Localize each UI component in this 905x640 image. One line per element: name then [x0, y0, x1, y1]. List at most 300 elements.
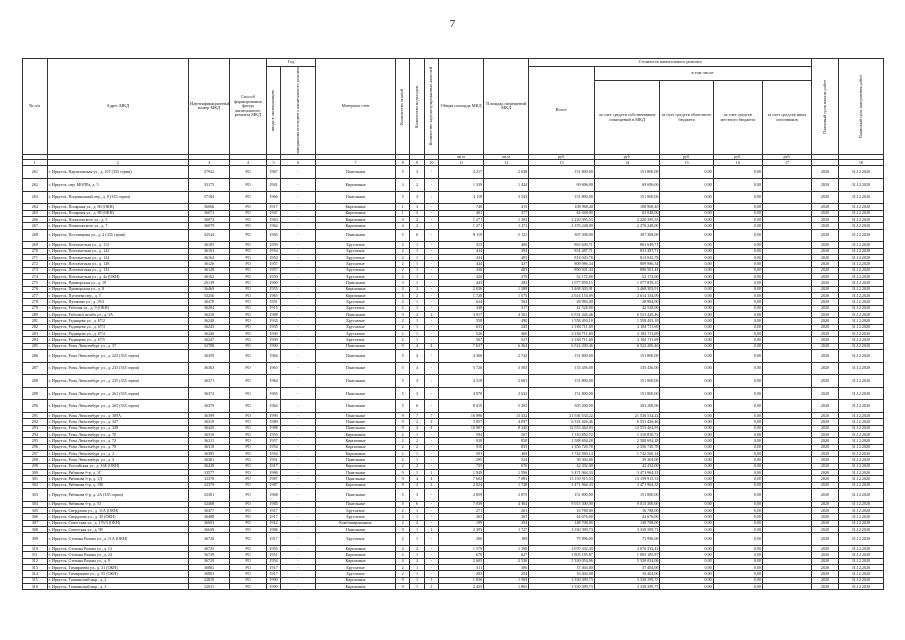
row-year-commission: 1951 — [266, 552, 280, 558]
row-cost-other — [762, 387, 811, 400]
row-address: г. Иркутск, Почтамтская ул., д. 124 — [47, 254, 188, 260]
row-start-year: 2020 — [812, 508, 839, 514]
row-address: г. Иркутск, Топкинский мкр., д. 3 — [47, 584, 188, 590]
row-total-area: 2 036 — [439, 286, 484, 292]
row-address: г. Иркутск, Радищева ул., д. 67/2 — [47, 318, 188, 324]
row-cost-regional: 0,00 — [660, 451, 713, 457]
row-premises-area: 1 271 — [484, 223, 529, 229]
row-premises-area: 437 — [484, 261, 529, 267]
column-number: 1 — [23, 160, 48, 166]
row-start-year: 2020 — [812, 463, 839, 469]
row-end-date: 31.12.2020 — [838, 387, 883, 400]
row-id: 36381 — [189, 457, 230, 463]
row-year-commission: 1935 — [266, 324, 280, 330]
row-residents: - — [424, 400, 438, 413]
row-fund-method: РО — [230, 451, 267, 457]
row-cost-local: 0,00 — [713, 425, 762, 431]
row-cost-owners: 75 996,00 — [594, 533, 660, 546]
row-fund-method: РО — [230, 305, 267, 311]
row-cost-local: 0,00 — [713, 204, 762, 210]
row-year-commission: 1935 — [266, 318, 280, 324]
row-cost-regional: 0,00 — [660, 286, 713, 292]
row-floors: 2 — [396, 254, 410, 260]
row-start-year: 2020 — [812, 254, 839, 260]
row-number: 303 — [23, 489, 48, 502]
row-entrances: 3 — [410, 166, 424, 179]
row-id: 36210 — [189, 311, 230, 317]
row-address: г. Иркутск, Рябикова б-р, д. 1Г — [47, 470, 188, 476]
row-fund-method: РО — [230, 387, 267, 400]
row-start-year: 2020 — [812, 501, 839, 507]
row-year-repair: - — [281, 476, 316, 482]
row-number: 315 — [23, 577, 48, 583]
row-premises-area: 13 432 — [484, 413, 529, 419]
row-start-year: 2020 — [812, 432, 839, 438]
row-cost-local: 0,00 — [713, 362, 762, 375]
row-wall-material: Брусчатые — [316, 571, 396, 577]
row-start-year: 2020 — [812, 482, 839, 488]
column-number: 3 — [189, 160, 230, 166]
row-year-repair: - — [281, 299, 316, 305]
row-cost-total: 151 800,00 — [529, 350, 595, 363]
row-residents: - — [424, 305, 438, 311]
row-residents: - — [424, 223, 438, 229]
row-premises-area: 469 — [484, 451, 529, 457]
row-entrances: 1 — [410, 451, 424, 457]
row-cost-owners: 16 404,00 — [594, 571, 660, 577]
row-total-area: 4 217 — [439, 166, 484, 179]
row-cost-owners: 6 531 426,46 — [594, 419, 660, 425]
row-cost-total: 16 788,00 — [529, 508, 595, 514]
row-end-date: 31.12.2020 — [838, 552, 883, 558]
row-start-year: 2020 — [812, 324, 839, 330]
row-floors: 2 — [396, 533, 410, 546]
row-wall-material: Панельные — [316, 413, 396, 419]
row-residents: - — [424, 350, 438, 363]
row-residents: - — [424, 280, 438, 286]
header-start-year: Плановый срок начала работ — [821, 79, 827, 134]
row-address: г. Иркутск, Тимирязева ул., д. 31 (ОКН) — [47, 565, 188, 571]
row-entrances: 2 — [410, 520, 424, 526]
row-premises-area: 2 742 — [484, 350, 529, 363]
header-cost-total: Всего: — [529, 67, 595, 155]
row-id: 32810 — [189, 577, 230, 583]
unit-rub: руб. — [594, 154, 660, 160]
row-wall-material: Брусчатые — [316, 331, 396, 337]
row-id: 36318 — [189, 444, 230, 450]
row-cost-regional: 0,00 — [660, 179, 713, 192]
row-start-year: 2020 — [812, 546, 839, 552]
row-end-date: 31.12.2020 — [838, 337, 883, 343]
row-number: 273 — [23, 267, 48, 273]
row-floors: 5 — [396, 400, 410, 413]
row-premises-area: 2 336 — [484, 558, 529, 564]
row-residents: - — [424, 463, 438, 469]
row-fund-method: РО — [230, 280, 267, 286]
row-floors: 9 — [396, 527, 410, 533]
row-cost-total: 75 996,00 — [529, 533, 595, 546]
row-end-date: 31.12.2020 — [838, 425, 883, 431]
row-start-year: 2020 — [812, 520, 839, 526]
row-year-commission: 1989 — [266, 419, 280, 425]
row-year-commission: 1917 — [266, 463, 280, 469]
row-number: 280 — [23, 311, 48, 317]
row-cost-owners: 3 471 964,33 — [594, 482, 660, 488]
row-fund-method: РО — [230, 299, 267, 305]
row-start-year: 2020 — [812, 248, 839, 254]
row-id: 36638 — [189, 527, 230, 533]
row-fund-method: РО — [230, 331, 267, 337]
row-address: г. Иркутск, Розы Люксембург ул., д. 265 (335 серии) — [47, 400, 188, 413]
header-floors: Количество этажей — [399, 88, 405, 125]
row-total-area: 928 — [439, 438, 484, 444]
row-start-year: 2020 — [812, 292, 839, 298]
table-row — [23, 166, 884, 179]
row-floors: 5 — [396, 166, 410, 179]
row-year-commission: 1954 — [266, 254, 280, 260]
row-floors: 2 — [396, 305, 410, 311]
row-id: 36246 — [189, 331, 230, 337]
row-premises-area: 3 543 — [484, 191, 529, 204]
row-id: 36469 — [189, 286, 230, 292]
row-number: 308 — [23, 527, 48, 533]
row-total-area: 415 — [439, 242, 484, 248]
row-fund-method: РО — [230, 470, 267, 476]
row-end-date: 31.12.2020 — [838, 179, 883, 192]
row-cost-total: 151 800,00 — [529, 191, 595, 204]
row-cost-local: 0,00 — [713, 273, 762, 279]
row-entrances: 1 — [410, 552, 424, 558]
row-start-year: 2020 — [812, 558, 839, 564]
row-cost-local: 0,00 — [713, 577, 762, 583]
row-start-year: 2020 — [812, 400, 839, 413]
row-entrances: 3 — [410, 375, 424, 388]
row-wall-material: Брусчатые — [316, 273, 396, 279]
row-number: 299 — [23, 463, 48, 469]
row-year-commission: 1988 — [266, 425, 280, 431]
row-fund-method: РО — [230, 292, 267, 298]
row-entrances: 1 — [410, 533, 424, 546]
row-floors: 9 — [396, 425, 410, 431]
row-cost-regional: 0,00 — [660, 489, 713, 502]
row-fund-method: РО — [230, 191, 267, 204]
row-year-repair: - — [281, 444, 316, 450]
row-residents: - — [424, 331, 438, 337]
row-year-repair: - — [281, 375, 316, 388]
row-year-repair: - — [281, 463, 316, 469]
row-id: 36185 — [189, 242, 230, 248]
row-fund-method: РО — [230, 419, 267, 425]
row-number: 283 — [23, 331, 48, 337]
row-end-date: 31.12.2020 — [838, 457, 883, 463]
row-total-area: 735 — [439, 463, 484, 469]
row-number: 296 — [23, 444, 48, 450]
row-cost-local: 0,00 — [713, 432, 762, 438]
row-floors: 4 — [396, 216, 410, 222]
row-floors: 3 — [396, 286, 410, 292]
row-number: 262 — [23, 179, 48, 192]
row-cost-regional: 0,00 — [660, 350, 713, 363]
row-cost-owners: 2 220 395,53 — [594, 216, 660, 222]
row-total-area: 2 024 — [439, 482, 484, 488]
row-fund-method: РО — [230, 533, 267, 546]
row-start-year: 2020 — [812, 210, 839, 216]
row-cost-total: 6 522 200,46 — [529, 343, 595, 349]
row-fund-method: РО — [230, 400, 267, 413]
row-residents: 2 — [424, 482, 438, 488]
row-total-area: 443 — [439, 280, 484, 286]
row-year-commission: 1965 — [266, 229, 280, 242]
row-fund-method: РО — [230, 210, 267, 216]
row-floors: 2 — [396, 267, 410, 273]
header-year-last-repair: завершения последнего капитального ремонта — [294, 67, 300, 154]
row-cost-owners: 3 330 399,73 — [594, 584, 660, 590]
row-premises-area: 1 727 — [484, 527, 529, 533]
row-wall-material: Кирпичные — [316, 584, 396, 590]
row-cost-local: 0,00 — [713, 179, 762, 192]
row-fund-method: РО — [230, 166, 267, 179]
row-id: 36720 — [189, 533, 230, 546]
row-id: 36399 — [189, 413, 230, 419]
row-number: 306 — [23, 514, 48, 520]
row-cost-total: 303 200,00 — [529, 400, 595, 413]
row-number: 292 — [23, 419, 48, 425]
row-total-area: 1 271 — [439, 216, 484, 222]
row-year-repair: - — [281, 514, 316, 520]
row-fund-method: РО — [230, 425, 267, 431]
row-cost-owners: 2 588 694,28 — [594, 438, 660, 444]
row-wall-material: Кирпичные — [316, 463, 396, 469]
row-cost-regional: 0,00 — [660, 463, 713, 469]
row-id: 33577 — [189, 470, 230, 476]
row-year-repair: - — [281, 489, 316, 502]
row-cost-regional: 0,00 — [660, 229, 713, 242]
row-address: г. Иркутск, Полярная ул., д. 88 (ОКН) — [47, 210, 188, 216]
row-cost-total: 831 487,71 — [529, 248, 595, 254]
row-floors: 2 — [396, 457, 410, 463]
row-cost-total: 814 043,78 — [529, 254, 595, 260]
row-start-year: 2020 — [812, 343, 839, 349]
row-cost-owners: 2 184 711,69 — [594, 337, 660, 343]
row-cost-other — [762, 229, 811, 242]
column-number: 8 — [396, 160, 410, 166]
row-entrances: 1 — [410, 324, 424, 330]
row-end-date: 31.12.2020 — [838, 482, 883, 488]
table-row — [23, 400, 884, 413]
row-address: г. Иркутск, Рабочего штаба ул., д. 3А — [47, 311, 188, 317]
row-cost-regional: 0,00 — [660, 400, 713, 413]
row-cost-total: 52 172,00 — [529, 273, 595, 279]
row-year-commission: 1917 — [266, 571, 280, 577]
row-cost-other — [762, 179, 811, 192]
row-cost-owners: 1 742 560,14 — [594, 451, 660, 457]
row-number: 279 — [23, 305, 48, 311]
table-header — [23, 59, 884, 166]
row-number: 301 — [23, 476, 48, 482]
row-entrances: 6 — [410, 229, 424, 242]
row-start-year: 2020 — [812, 470, 839, 476]
row-residents: - — [424, 318, 438, 324]
row-residents: 7 — [424, 413, 438, 419]
row-cost-local: 0,00 — [713, 286, 762, 292]
row-wall-material: Кирпичные — [316, 558, 396, 564]
column-number: 5 — [266, 160, 280, 166]
row-total-area: 444 — [439, 261, 484, 267]
header-id: Идентификационный номер МКД — [189, 59, 230, 155]
row-fund-method: РО — [230, 438, 267, 444]
row-start-year: 2020 — [812, 267, 839, 273]
row-id: 36162 — [189, 273, 230, 279]
row-fund-method: РО — [230, 527, 267, 533]
row-cost-owners: 42 528,00 — [594, 305, 660, 311]
row-year-commission: 1957 — [266, 261, 280, 267]
row-entrances: 4 — [410, 350, 424, 363]
row-number: 300 — [23, 470, 48, 476]
row-end-date: 31.12.2020 — [838, 191, 883, 204]
row-cost-total: 5 330 054,06 — [529, 558, 595, 564]
row-total-area: 7 039 — [439, 501, 484, 507]
row-year-commission: 1954 — [266, 248, 280, 254]
row-start-year: 2020 — [812, 191, 839, 204]
row-number: 314 — [23, 571, 48, 577]
row-residents: 1 — [424, 527, 438, 533]
row-premises-area: 1 596 — [484, 470, 529, 476]
row-cost-regional: 0,00 — [660, 425, 713, 431]
row-total-area: 434 — [439, 254, 484, 260]
row-cost-local: 0,00 — [713, 476, 762, 482]
row-fund-method: РО — [230, 413, 267, 419]
row-cost-owners: 3 330 399,73 — [594, 527, 660, 533]
row-address: г. Иркутск, Радищева ул., д. 67/3 — [47, 324, 188, 330]
row-start-year: 2020 — [812, 451, 839, 457]
row-end-date: 31.12.2020 — [838, 331, 883, 337]
table-row — [23, 229, 884, 242]
row-wall-material: Брусчатые — [316, 508, 396, 514]
row-end-date: 31.12.2020 — [838, 216, 883, 222]
row-wall-material: Панельные — [316, 166, 396, 179]
row-year-repair: - — [281, 501, 316, 507]
row-total-area: 1 339 — [439, 179, 484, 192]
row-cost-local: 0,00 — [713, 520, 762, 526]
row-wall-material: Брусчатые — [316, 533, 396, 546]
row-end-date: 31.12.2020 — [838, 286, 883, 292]
row-end-date: 31.12.2020 — [838, 324, 883, 330]
row-address: г. Иркутск, Пугачева пер., д. 5 — [47, 292, 188, 298]
row-cost-local: 0,00 — [713, 318, 762, 324]
row-year-commission: 1960 — [266, 280, 280, 286]
row-total-area: 526 — [439, 331, 484, 337]
row-number: 297 — [23, 451, 48, 457]
row-residents: - — [424, 292, 438, 298]
header-cost-group: Стоимость капитального ремонта — [529, 59, 812, 67]
row-floors: 2 — [396, 463, 410, 469]
row-address: г. Иркутск, Советская ул., д. 98 — [47, 527, 188, 533]
row-cost-owners: 151 800,00 — [594, 166, 660, 179]
row-floors: 1 — [396, 204, 410, 210]
row-entrances: 6 — [410, 400, 424, 413]
unit-area: кв.м — [439, 154, 484, 160]
row-total-area: 3 917 — [439, 311, 484, 317]
row-wall-material: Панельные — [316, 425, 396, 431]
row-premises-area: 282 — [484, 280, 529, 286]
row-cost-owners: 2 376 248,00 — [594, 223, 660, 229]
row-year-commission: 1950 — [266, 273, 280, 279]
row-cost-local: 0,00 — [713, 508, 762, 514]
row-wall-material: Панельные — [316, 527, 396, 533]
row-cost-local: 0,00 — [713, 191, 762, 204]
row-premises-area: 835 — [484, 444, 529, 450]
row-total-area: 3 857 — [439, 419, 484, 425]
row-floors: 2 — [396, 248, 410, 254]
row-cost-local: 0,00 — [713, 482, 762, 488]
row-entrances: 2 — [410, 558, 424, 564]
row-residents: - — [424, 520, 438, 526]
row-start-year: 2020 — [812, 476, 839, 482]
capital-repair-table — [22, 58, 884, 590]
row-cost-regional: 0,00 — [660, 546, 713, 552]
header-total-area: Общая площадь МКД — [439, 59, 484, 155]
row-year-commission: 1990 — [266, 413, 280, 419]
row-year-repair: - — [281, 311, 316, 317]
row-address: г. Иркутск, Почтамтская ул., д. 4а (ОКН) — [47, 273, 188, 279]
row-year-repair: - — [281, 210, 316, 216]
row-fund-method: РО — [230, 546, 267, 552]
row-end-date: 31.12.2020 — [838, 267, 883, 273]
row-entrances: 2 — [410, 311, 424, 317]
row-cost-local: 0,00 — [713, 292, 762, 298]
row-floors: 5 — [396, 191, 410, 204]
row-cost-regional: 0,00 — [660, 470, 713, 476]
row-end-date: 31.12.2020 — [838, 273, 883, 279]
row-year-commission: 1912 — [266, 520, 280, 526]
row-number: 281 — [23, 318, 48, 324]
column-number: 12 — [484, 160, 529, 166]
row-address: г. Иркутск, Почтамтская ул., д. 128 — [47, 261, 188, 267]
row-entrances: 3 — [410, 286, 424, 292]
row-cost-regional: 0,00 — [660, 508, 713, 514]
row-floors: 9 — [396, 470, 410, 476]
row-start-year: 2020 — [812, 280, 839, 286]
row-entrances: 4 — [410, 343, 424, 349]
row-start-year: 2020 — [812, 179, 839, 192]
row-cost-total: 42 432,00 — [529, 463, 595, 469]
row-cost-local: 0,00 — [713, 223, 762, 229]
row-floors: 5 — [396, 375, 410, 388]
row-wall-material: Панельные — [316, 489, 396, 502]
row-number: 261 — [23, 166, 48, 179]
row-cost-owners: 151 800,00 — [594, 387, 660, 400]
column-number: 15 — [660, 160, 713, 166]
row-fund-method: РО — [230, 216, 267, 222]
row-total-area: 10 987 — [439, 425, 484, 431]
row-year-repair: - — [281, 577, 316, 583]
row-total-area: 199 — [439, 520, 484, 526]
row-year-commission: 1954 — [266, 451, 280, 457]
row-cost-owners: 6 522 200,46 — [594, 343, 660, 349]
row-end-date: 31.12.2020 — [838, 451, 883, 457]
row-cost-total: 82 048,00 — [529, 210, 595, 216]
row-address: г. Иркутск, Розы Люксембург ул., д. 261 (335 серии) — [47, 387, 188, 400]
row-floors: 2 — [396, 242, 410, 248]
row-number: 316 — [23, 584, 48, 590]
row-floors: 9 — [396, 419, 410, 425]
row-floors: 5 — [396, 362, 410, 375]
row-total-area: 8 119 — [439, 229, 484, 242]
row-cost-local: 0,00 — [713, 571, 762, 577]
unit-rub: руб. — [660, 154, 713, 160]
row-residents: - — [424, 267, 438, 273]
row-number: 289 — [23, 387, 48, 400]
